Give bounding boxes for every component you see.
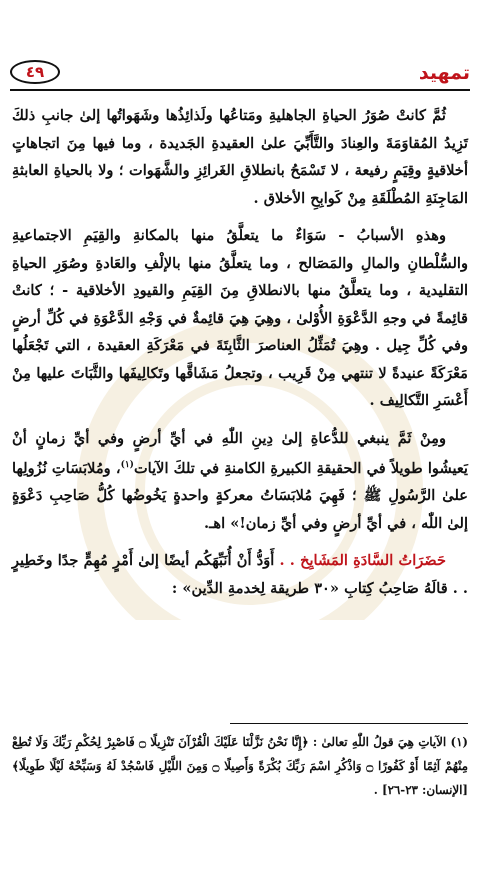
header-divider xyxy=(10,89,470,91)
paragraph-1: ثُمَّ كانتْ صُوَرُ الحياةِ الجاهليةِ ومَتاعُها ولَذائِذُها وشَهَواتُها إلىٰ جانبِ ذلكَ تَزِيدُ المُقاوَمَةَ والعِنادَ والتَّأَبِّيَ علىٰ العقيدةِ الجَديدة ، وما فيها مِنَ اتجاهاتٍ أخلاقيةٍ وقِيَمٍ رفيعة ، لا تَسْمَحُ بانطلاقِ الغَرائِزِ والشَّهَوات ؛ ولا بالحياةِ العابثةِ المَاجِنَةِ المُطْلَقَةِ مِنْ كَوابِحِ الأخلاق . xyxy=(12,107,468,207)
paragraph-3-rest: ، ومُلابَسَاتِ نُزُولِها علىٰ الرَّسُولِ ﷺ ؛ فَهِيَ مُلابَسَاتُ معركةٍ واحدةٍ يَخُوضُها كُلُّ صَاحِبِ دَعْوَةٍ إلىٰ اللّٰه ، في أيِّ أرضٍ وفي أيِّ زمان!» اهـ. xyxy=(12,459,468,532)
paragraph-3-text: ومِنْ ثَمَّ ينبغي للدُّعاةِ إلىٰ دِينِ اللّٰهِ في أيِّ أرضٍ وفي أيِّ زمانٍ أنْ يَعيشُوا طويلاً في الحقيقةِ الكبيرةِ الكامنةِ في تلكَ الآيات xyxy=(12,429,468,477)
footnote-marker[interactable]: (١) xyxy=(120,460,134,470)
page-number: ٤٩ xyxy=(25,63,45,81)
page-header xyxy=(0,52,480,92)
paragraph-3 xyxy=(12,425,468,538)
paragraph-2: وهذهِ الأسبابُ - سَوَاءٌ ما يتعلَّقُ منها بالمكانةِ والقِيَمِ الاجتماعيةِ والسُّلْطانِ والمالِ والمَصَالح ، وما يتعلَّقُ منها بالإلْفِ والعَادةِ وصُوَرِ الحياةِ التقليدية ، وما يتعلَّقُ منها بالانطلاقِ مِنَ القِيَمِ والقيودِ الأخلاقية - ؛ كانتْ قائِمةً في وجهِ الدَّعْوَةِ الأُوْلىٰ ، وهِيَ هِيَ قائِمةٌ في وَجْهِ الدَّعْوَةِ في كُلِّ أرضٍ وفي كُلِّ جِيل . وهِيَ تُمَثِّلُ العناصرَ الثَّابِتَةَ في مَعْرَكَةِ العقيدة ، التي تَجْعَلُها مَعْرَكَةً عنيدةً لا تنتهي مِنْ قَرِيب ، وتجعلُ مَشَاقَّها وتَكالِيفَها والثَّبَاتَ عليها مِنْ أَعْسَرِ التَّكالِيف . xyxy=(12,227,468,409)
main-text xyxy=(12,102,468,608)
page-number-badge xyxy=(10,60,60,84)
chapter-title: تمهيد xyxy=(418,62,470,84)
footnote: (١) الآياتِ هِيَ قولُ اللّٰهِ تعالىٰ : ﴿إِنَّا نَحْنُ نَزَّلْنَا عَلَيْكَ الْقُرْآنَ تَنْزِيلًا ۝ فَاصْبِرْ لِحُكْمِ رَبِّكَ وَلَا تُطِعْ مِنْهُمْ آثِمًا أَوْ كَفُورًا ۝ وَاذْكُرِ اسْمَ رَبِّكَ بُكْرَةً وَأَصِيلًا ۝ وَمِنَ اللَّيْلِ فَاسْجُدْ لَهُ وَسَبِّحْهُ لَيْلًا طَوِيلًا﴾ [الإنسان: ٢٣-٢٦] . xyxy=(12,735,468,797)
address-heading: حَضَرَاتُ السَّادَةِ المَشَايِخ . . xyxy=(279,552,446,570)
footnote-divider xyxy=(230,723,468,724)
paragraph-4-text: أَوَدُّ أَنْ أُنَبِّهَكُم أيضًا إلىٰ أَمْرٍ مُهِمٍّ جدًا وخَطِيرٍ . . قالَهُ صَاحِبُ كِتابِ «٣٠ طريقة لِخدمةِ الدِّين» : xyxy=(12,552,468,597)
paragraph-4 xyxy=(12,547,468,602)
